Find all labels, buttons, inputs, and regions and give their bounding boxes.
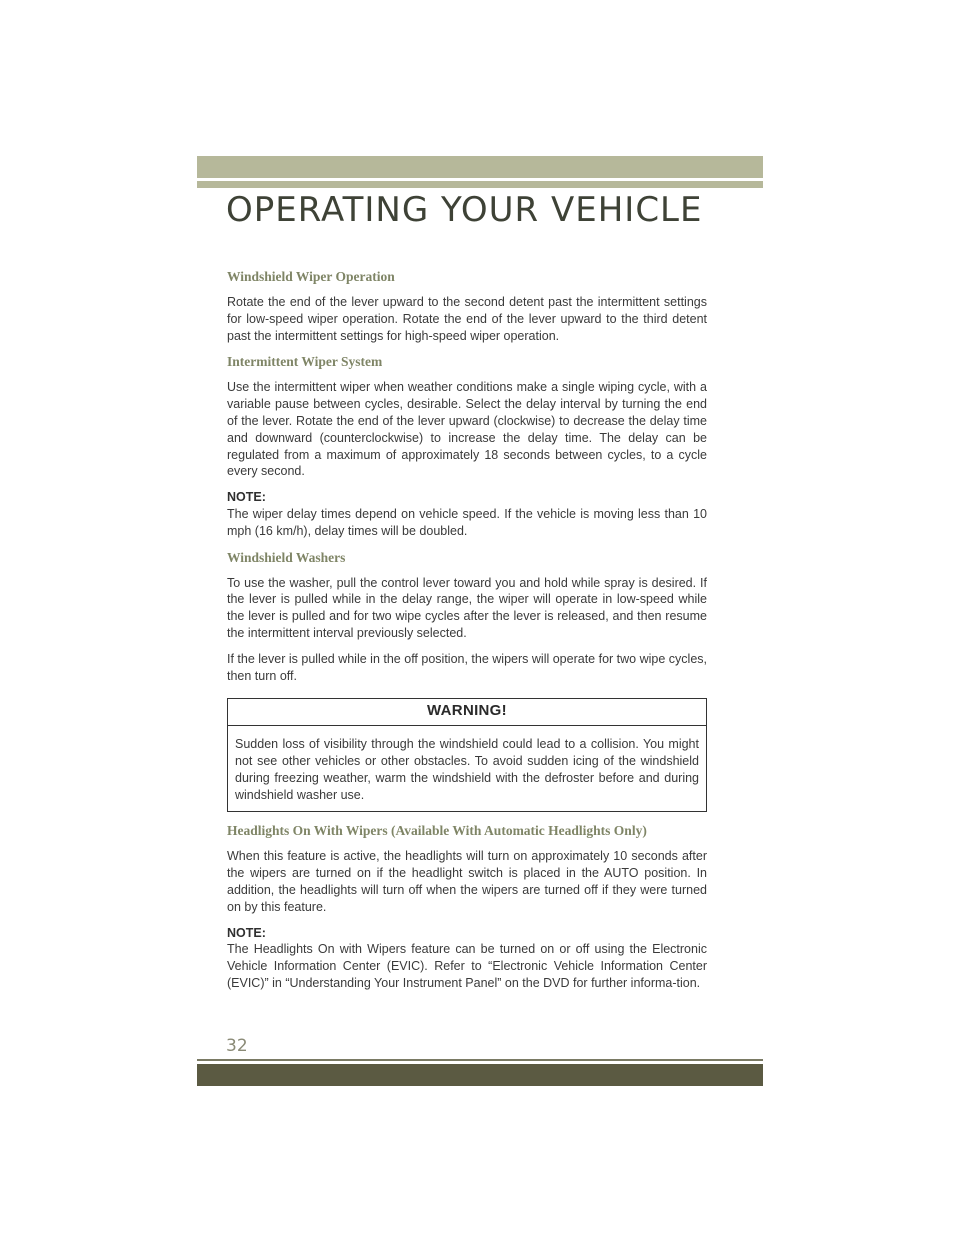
note-intermittent — [227, 489, 707, 539]
heading-headlights-with-wipers: Headlights On With Wipers (Available With Automatic Headlights Only) — [227, 823, 647, 839]
note-label: NOTE: — [227, 490, 266, 505]
note-headlights — [227, 925, 707, 992]
page-content — [227, 262, 707, 1001]
heading-intermittent-wiper: Intermittent Wiper System — [227, 354, 383, 370]
header-rule — [197, 181, 763, 188]
heading-windshield-washers: Windshield Washers — [227, 549, 346, 565]
paragraph-washers-2: If the lever is pulled while in the off position, the wipers will operate for two wipe cycles, then turn off. — [227, 651, 707, 683]
paragraph-headlights: When this feature is active, the headlights will turn on approximately 10 seconds after the wipers are turned on if the headlight switch is placed in the AUTO position. In addition, the headlights will turn off when the wipers are turned off if they were turned on by this feature. — [227, 849, 707, 914]
warning-title: WARNING! — [228, 699, 706, 726]
page-number: 32 — [226, 1036, 248, 1056]
warning-box — [227, 698, 707, 812]
paragraph-intermittent-wiper: Use the intermittent wiper when weather conditions make a single wiping cycle, with a variable pause between cycles, desirable. Select the delay interval by turning the end of the lever. Rotate the end of the lever upward (clockwise) to decrease the delay time and downward (counterclockwise) to increase the delay time. The delay can be regulated from a maximum of approximately 18 seconds between cycles, to a cycle every second. — [227, 380, 707, 479]
paragraph-wiper-operation: Rotate the end of the lever upward to the second detent past the intermittent settings for low-speed wiper operation. Rotate the end of the lever upward to the third detent past the intermittent settings for high-speed wiper operation. — [227, 295, 707, 343]
header-color-band — [197, 156, 763, 178]
footer-color-band — [197, 1064, 763, 1086]
note-label: NOTE: — [227, 925, 266, 940]
note-text: The Headlights On with Wipers feature can be turned on or off using the Electronic Vehicle Information Center (EVIC). Refer to “Electronic Vehicle Information Center (EVIC)” in “Understanding Your Instrument Panel” on the DVD for further informa-tion. — [227, 942, 707, 990]
heading-wiper-operation: Windshield Wiper Operation — [227, 269, 395, 284]
warning-text: Sudden loss of visibility through the windshield could lead to a collision. You might not see other vehicles or other obstacles. To avoid sudden icing of the windshield during freezing weather, warm the windshield with the defroster before and during windshield washer use. — [235, 737, 699, 802]
footer-rule — [197, 1059, 763, 1061]
section-title: OPERATING YOUR VEHICLE — [226, 190, 703, 230]
paragraph-washers-1: To use the washer, pull the control lever toward you and hold while spray is desired. If the lever is pulled while in the delay range, the wiper will operate in low-speed while the lever is pulled and for two wipe cycles after the lever is released, and then resume the intermittent interval previously selected. — [227, 575, 707, 640]
note-text: The wiper delay times depend on vehicle speed. If the vehicle is moving less than 10 mph (16 km/h), delay times will be doubled. — [227, 506, 707, 538]
